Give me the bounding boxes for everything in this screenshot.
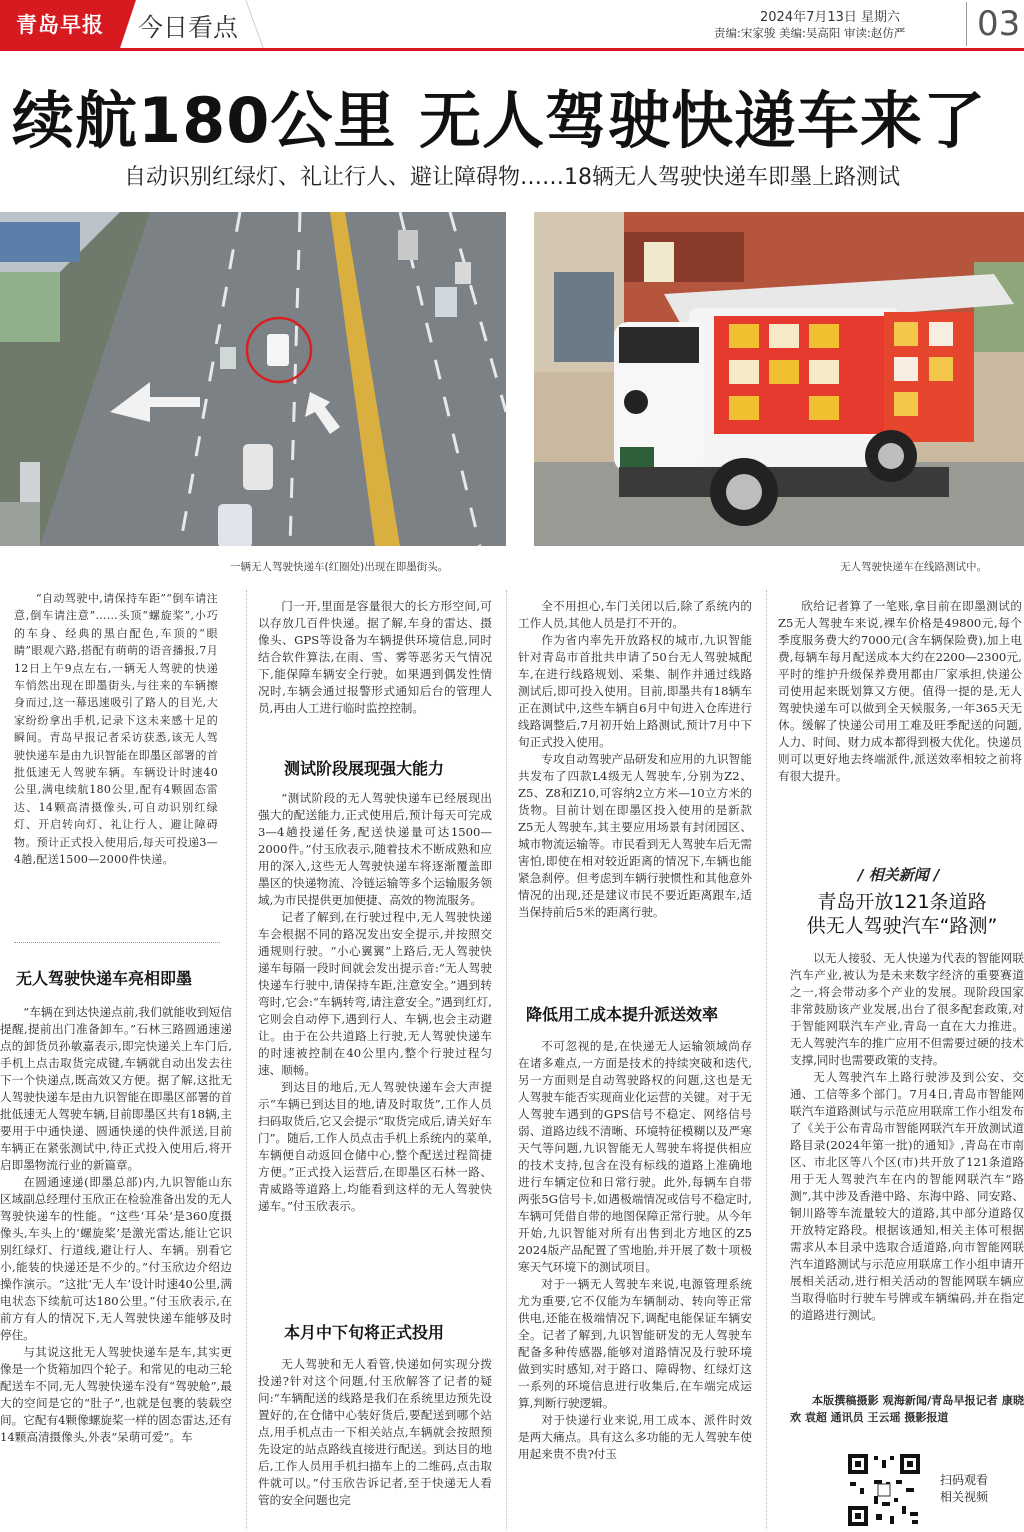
section-heading-cost: 降低用工成本提升派送效率: [526, 1005, 719, 1024]
lead-paragraph: [14, 590, 218, 930]
qr-hint-line: 扫码观看: [940, 1473, 989, 1487]
qr-code-hint: [940, 1472, 988, 1506]
paragraph: 在圆通速递(即墨总部)内,九识智能山东区域副总经理付玉欣正在检验准备出发的无人驾驶快递车的性能。“这些‘耳朵’是360度摄像头,车头上的‘螺旋桨’是激光雷达,能让它识别红绿灯、行道线,避让行人、车辆。别看它小,能装的快递还是不少的。”付玉欣边介绍边操作演示。“这批‘无人车’设计时速40公里,满电状态下续航可达180公里。”付玉欣表示,在前方有人的情况下,无人驾驶快递车能够及时停住。: [0, 1175, 232, 1342]
lead-text: “自动驾驶中,请保持车距”“倒车请注意,倒车请注意”……头顶“螺旋桨”,小巧的车身、经典的黑白配色,车顶的“眼睛”眼观六路,搭配有萌萌的语音播报,7月12日上午9点左右,一辆无人驾驶的快递车悄然出现在即墨街头,与往来的车辆擦身而过,这一幕迅速吸引了路人的目光,大家纷纷拿出手机,记录下这未来感十足的瞬间。青岛早报记者采访获悉,该无人驾驶快递车是由九识智能在即墨区部署的首批低速无人驾驶车辆。车辆设计时速40公里,满电续航180公里,配有4颗固态雷达、14颗高清摄像头,可自动识别红绿灯、开启转向灯、礼让行人、避让障碍物。预计正式投入使用后,每天可投递3—4趟,配送1500—2000件快递。: [14, 592, 218, 867]
newspaper-logo: 青岛早报: [0, 0, 120, 48]
column-2-end: [258, 1356, 492, 1531]
lead-divider: [14, 942, 220, 943]
column-4-body: [778, 598, 1022, 830]
qr-hint-line: 相关视频: [940, 1490, 989, 1504]
column-divider: [246, 590, 247, 1530]
column-divider: [766, 590, 767, 1530]
related-title-line: 供无人驾驶汽车“路测”: [806, 915, 998, 937]
section-title: 今日看点: [137, 13, 238, 42]
related-title-line: 青岛开放121条道路: [817, 891, 987, 913]
column-1-body: [0, 1004, 232, 1531]
photo-caption-left: 一辆无人驾驶快递车(红圈处)出现在即墨街头。: [230, 561, 449, 573]
column-divider: [506, 590, 507, 1530]
paragraph: 作为省内率先开放路权的城市,九识智能针对青岛市首批共申请了50台无人驾驶城配车,在进行线路规划、采集、制作并通过线路测试后,即可投入使用。目前,即墨共有18辆车正在测试中,这些车辆自6月中旬进入仓库进行线路调整后,7月初开始上路测试,预计7月中下旬正式投入使用。: [518, 633, 752, 749]
section-heading-debut: 无人驾驶快递车亮相即墨: [16, 969, 193, 988]
header-rule: [0, 48, 1024, 51]
column-2-body: [258, 790, 492, 1306]
paragraph: 不可忽视的是,在快递无人运输领域尚存在诸多难点,一方面是技术的持续突破和迭代,另一方面则是自动驾驶路权的问题,这也是无人驾驶车能否实现商业化运营的关键。对于无人驾驶车遇到的GPS信号不稳定、网络信号弱、道路边线不清晰、环境特征模糊以及严寒天气等问题,九识智能无人驾驶车将提供相应的技术支持,包含在没有标线的道路上准确地进行车辆定位和日常行驶。此外,每辆车自带两张5G信号卡,如遇极端情况或信号不稳定时,车辆可凭借自带的地图保障正常行驶。从今年开始,九识智能对所有出售到北方地区的Z5 2024版产品配置了雪地胎,并开展了数十项极寒天气环境下的测试项目。: [518, 1039, 752, 1274]
headline: 续航180公里 无人驾驶快递车来了: [12, 84, 987, 157]
column-3-body: [518, 598, 752, 990]
qr-code[interactable]: [846, 1452, 922, 1528]
paragraph: 对于一辆无人驾驶车来说,电源管理系统尤为重要,它不仅能为车辆制动、转向等正常供电,还能在极端情况下,调配电能保证车辆安全。记者了解到,九识智能研发的无人驾驶车配备多种传感器,能够对道路情况及行驶环境做到实时感知,对于路口、障碍物、红绿灯这一系列的环境信息进行收集后,在车端完成运算,判断行驶逻辑。: [518, 1277, 752, 1410]
page-number: 03: [966, 2, 1020, 46]
byline: [790, 1392, 1024, 1446]
paragraph: 记者了解到,在行驶过程中,无人驾驶快递车会根据不同的路况发出安全提示,并按照交通规则行驶。“小心翼翼”上路后,无人驾驶快递车每隔一段时间就会发出提示音:“无人驾驶快递车行驶中,请保持车距,注意安全。”遇到转弯时,它会:“车辆转弯,请注意安全。”遇到红灯,它则会自动停下,遇到行人、车辆,也会主动避让。由于在公共道路上行驶,无人驾驶快递车的时速被控制在40公里内,整个行驶过程匀速、顺畅。: [258, 910, 492, 1077]
paragraph: “车辆在到达快递点前,我们就能收到短信提醒,提前出门准备卸车。”石林三路圆通速递点的卸货员孙敏嘉表示,即完快递关上车门后,手机上点击取货完成键,车辆就自动出发去往下一个快递点,既高效又方便。据了解,这批无人驾驶快递车是由九识智能在即墨区部署的首批低速无人驾驶车辆,目前即墨区共有18辆,主要用于中通快递、圆通快递的快件派送,目前车辆正在紧张测试中,待正式投入使用后,将开启即墨物流行业的新篇章。: [0, 1005, 232, 1172]
photo-caption-right: 无人驾驶快递车在线路测试中。: [840, 561, 987, 573]
subheadline: 自动识别红绿灯、礼让行人、避让障碍物……18辆无人驾驶快递车即墨上路测试: [124, 165, 900, 190]
related-news-body: [790, 950, 1024, 1390]
paragraph: 到达目的地后,无人驾驶快递车会大声提示“车辆已到达目的地,请及时取货”,工作人员扫码取货后,它又会提示“取货完成后,请关好车门”。随后,工作人员点击手机上系统内的菜单,车辆便自动返回仓储中心,整个配送过程简捷方便。”正式投入运营后,在即墨区石林一路、青威路等道路上,均能看到这样的无人驾驶快递车。”付玉欣表示。: [258, 1080, 492, 1213]
editor-credits: 责编:宋家骏 美编:吴高阳 审读:赵仿严: [714, 26, 906, 40]
paragraph: 以无人接驳、无人快递为代表的智能网联汽车产业,被认为是未来数字经济的重要赛道之一,将会带动多个产业的发展。现阶段国家非常鼓励该产业发展,出台了很多配套政策,对于智能网联汽车产业,青岛一直在大力推进。无人驾驶汽车的推广应用不但需要过硬的技术支撑,同时也需要政策的支持。: [790, 951, 1024, 1067]
section-heading-testing: 测试阶段展现强大能力: [284, 759, 445, 778]
paragraph: 无人驾驶汽车上路行驶涉及到公安、交通、工信等多个部门。7月4日,青岛市智能网联汽车道路测试与示范应用联席工作小组发布了《关于公布青岛市智能网联汽车开放测试道路目录(2024年第一批)的通知》,青岛在市南区、市北区等八个区(市)共开放了121条道路用于无人驾驶汽车在内的智能网联汽车“路测”,其中涉及香港中路、东海中路、同安路、铜川路等车流量较大的道路,其中部分道路仅开放特定路段。根据该通知,相关主体可根据需求从本目录中选取合适道路,向市智能网联汽车道路测试与示范应用联席工作小组申请开展相关活动,进行相关活动的智能网联车辆应当取得临时行驶车号牌或车辆编码,并在指定的道路进行测试。: [790, 1070, 1024, 1322]
byline-text: 本版撰稿摄影 观海新闻/青岛早报记者 康晓欢 袁超 通讯员 王云瑶 摄影报道: [790, 1394, 1024, 1424]
column-2-intro: [258, 598, 492, 738]
related-news-title: [780, 890, 1024, 938]
paragraph: 对于快递行业来说,用工成本、派件时效是两大痛点。具有这么多功能的无人驾驶车使用起来贵不贵?付玉: [518, 1413, 752, 1461]
column-3-end: [518, 1038, 752, 1531]
street-aerial-photo: [0, 212, 506, 546]
paragraph: 全不用担心,车门关闭以后,除了系统内的工作人员,其他人员是打不开的。: [518, 599, 752, 630]
paragraph: 与其说这批无人驾驶快递车是车,其实更像是一个货箱加四个轮子。和常见的电动三轮配送车不同,无人驾驶快递车没有“驾驶舱”,最大的空间是它的“肚子”,也就是包裹的装载空间。它配有4颗像螺旋桨一样的固态雷达,还有14颗高清摄像头,外表“呆萌可爱”。车: [0, 1345, 232, 1444]
section-heading-launch: 本月中下旬将正式投用: [284, 1323, 445, 1342]
paragraph: 门一开,里面是容量很大的长方形空间,可以存放几百件快递。据了解,车身的雷达、摄像头、GPS等设备为车辆提供环境信息,同时结合软件算法,在雨、雪、雾等恶劣天气情况下,能保障车辆安全行驶。如果遇到偶发性情况时,车辆会通过报警形式通知后台的管理人员,再由人工进行临时监控控制。: [258, 599, 492, 715]
delivery-vehicle-photo: [534, 212, 1024, 546]
paragraph: 无人驾驶和无人看管,快递如何实现分拨投递?针对这个问题,付玉欣解答了记者的疑问:“车辆配送的线路是我们在系统里边预先设置好的,在仓储中心装好货后,要配送到哪个站点,用手机点击一下相关站点,车辆就会按照预先设定的站点路线直接进行配送。到达目的地后,工作人员用手机扫描车上的二维码,点击取件就可以。”付玉欣告诉记者,至于快递无人看管的安全问题也完: [258, 1357, 492, 1507]
paragraph: 欣给记者算了一笔账,拿目前在即墨测试的Z5无人驾驶车来说,裸车价格是49800元,每个季度服务费大约7000元(含车辆保险费),加上电费,每辆车每月配送成本大约在2200—2300元,平时的维护升级保养费用都由厂家承担,快递公司使用起来既划算又方便。值得一提的是,无人驾驶快递车可以做到全天候服务,一年365天无休。缓解了快递公司用工难及旺季配送的问题,人力、时间、财力成本都得到极大优化。快递员则可以更好地去终端派件,派送效率相较之前将有很大提升。: [778, 599, 1022, 783]
related-news-label: / 相关新闻 /: [858, 866, 940, 884]
paragraph: 专攻自动驾驶产品研发和应用的九识智能共发布了四款L4级无人驾驶车,分别为Z2、Z5、Z8和Z10,可容纳2立方米—10立方米的货物。目前计划在即墨区投入使用的是新款Z5无人驾驶车,其主要应用场景有封闭园区、城市物流运输等。市民看到无人驾驶车后无需害怕,即使在相对较近距离的情况下,车辆也能紧急刹停。但考虑到车辆行驶惯性和其他意外情况的出现,还是建议市民不要近距离跟车,适当保持前后5米的距离行驶。: [518, 752, 752, 919]
paragraph: “测试阶段的无人驾驶快递车已经展现出强大的配送能力,正式使用后,预计每天可完成3—4趟投递任务,配送快递量可达1500—2000件。”付玉欣表示,随着技术不断成熟和应用的深入,这些无人驾驶快递车将逐渐覆盖即墨区的快递物流、冷链运输等多个运输服务领域,为市民提供更加便捷、高效的物流服务。: [258, 791, 492, 907]
issue-date: 2024年7月13日 星期六: [760, 10, 901, 25]
